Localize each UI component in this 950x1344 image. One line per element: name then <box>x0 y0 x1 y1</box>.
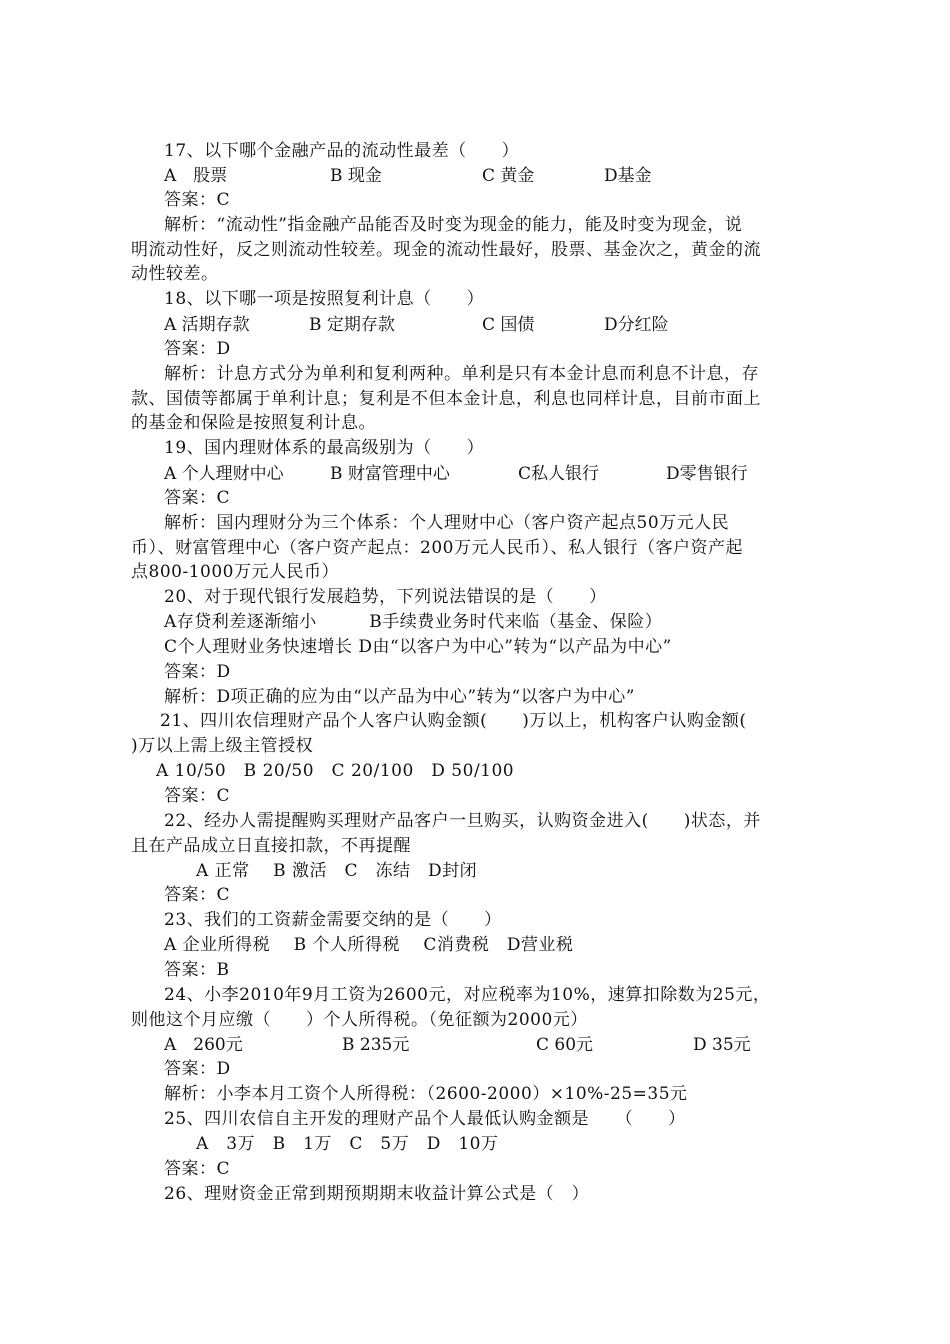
options-line: A 3万 B 1万 C 5万 D 10万 <box>196 1134 499 1154</box>
option-d: D分红险 <box>604 315 669 335</box>
option-b: B 定期存款 <box>309 315 395 335</box>
analysis-line: 款、国债等都属于单利计息；复利是不但本金计息，利息也同样计息，目前市面上 <box>131 389 761 409</box>
answer: 答案：C <box>164 488 231 508</box>
option-b: B 235元 <box>342 1035 410 1055</box>
analysis-line: 解析：D项正确的应为由“以产品为中心”转为“以客户为中心” <box>164 687 635 707</box>
option-c: C 60元 <box>536 1035 594 1055</box>
option-c: C 黄金 <box>482 166 535 186</box>
answer: 答案：B <box>164 960 230 980</box>
question-text: 则他这个月应缴（ ）个人所得税。（免征额为2000元） <box>131 1010 588 1030</box>
question-text: 21、四川农信理财产品个人客户认购金额( )万以上，机构客户认购金额( <box>160 711 747 731</box>
option-d: D 35元 <box>693 1035 751 1055</box>
answer: 答案：D <box>164 339 231 359</box>
analysis-line: 明流动性好，反之则流动性较差。现金的流动性最好，股票、基金次之，黄金的流 <box>131 240 761 260</box>
question-text: 22、经办人需提醒购买理财产品客户一旦购买，认购资金进入( )状态，并 <box>164 811 761 831</box>
option-a: A 活期存款 <box>164 315 250 335</box>
options-line: A 10/50 B 20/50 C 20/100 D 50/100 <box>156 761 515 781</box>
question-text: 19、国内理财体系的最高级别为（ ） <box>164 438 485 458</box>
question-text: 25、四川农信自主开发的理财产品个人最低认购金额是 （ ） <box>164 1109 686 1129</box>
option-a: A 260元 <box>164 1035 243 1055</box>
question-text: 24、小李2010年9月工资为2600元，对应税率为10%，速算扣除数为25元， <box>164 985 771 1005</box>
option-b: B 财富管理中心 <box>330 464 450 484</box>
analysis-line: 动性较差。 <box>131 264 219 284</box>
question-text: 23、我们的工资薪金需要交纳的是（ ） <box>164 910 502 930</box>
options-line: A 企业所得税 B 个人所得税 C消费税 D营业税 <box>164 935 574 955</box>
analysis-line: 点800-1000万元人民币） <box>131 562 339 582</box>
question-text: 20、对于现代银行发展趋势，下列说法错误的是（ ） <box>164 587 607 607</box>
option-a: A 股票 <box>164 166 228 186</box>
option-d: D零售银行 <box>666 464 748 484</box>
option-d: D基金 <box>604 166 652 186</box>
question-text: 且在产品成立日直接扣款，不再提醒 <box>131 836 411 856</box>
answer: 答案：D <box>164 1059 231 1079</box>
analysis-line: 解析：小李本月工资个人所得税：（2600-2000）×10%-25=35元 <box>164 1084 688 1104</box>
option-c: C私人银行 <box>518 464 600 484</box>
analysis-line: 解析：国内理财分为三个体系：个人理财中心（客户资产起点50万元人民 <box>164 513 730 533</box>
answer: 答案：D <box>164 662 231 682</box>
options-line: C个人理财业务快速增长 D由“以客户为中心”转为“以产品为中心” <box>164 637 672 657</box>
answer: 答案：C <box>164 190 231 210</box>
answer: 答案：C <box>164 786 231 806</box>
question-text: 17、以下哪个金融产品的流动性最差（ ） <box>164 141 520 161</box>
analysis-line: 解析：计息方式分为单利和复利两种。单利是只有本金计息而利息不计息，存 <box>164 364 759 384</box>
analysis-line: 解析：“流动性”指金融产品能否及时变为现金的能力，能及时变为现金，说 <box>164 215 743 235</box>
answer: 答案：C <box>164 885 231 905</box>
question-text: 18、以下哪一项是按照复利计息（ ） <box>164 289 485 309</box>
analysis-line: 币）、财富管理中心（客户资产起点：200万元人民币）、私人银行（客户资产起 <box>131 538 743 558</box>
answer: 答案：C <box>164 1159 231 1179</box>
option-a: A 个人理财中心 <box>164 464 284 484</box>
question-text: )万以上需上级主管授权 <box>131 736 314 756</box>
analysis-line: 的基金和保险是按照复利计息。 <box>131 413 376 433</box>
options-line: A存贷利差逐渐缩小 B手续费业务时代来临（基金、保险） <box>164 612 663 632</box>
option-b: B 现金 <box>330 166 382 186</box>
question-text: 26、理财资金正常到期预期期末收益计算公式是（ ） <box>164 1184 590 1204</box>
options-line: A 正常 B 激活 C 冻结 D封闭 <box>196 861 478 881</box>
option-c: C 国债 <box>482 315 535 335</box>
